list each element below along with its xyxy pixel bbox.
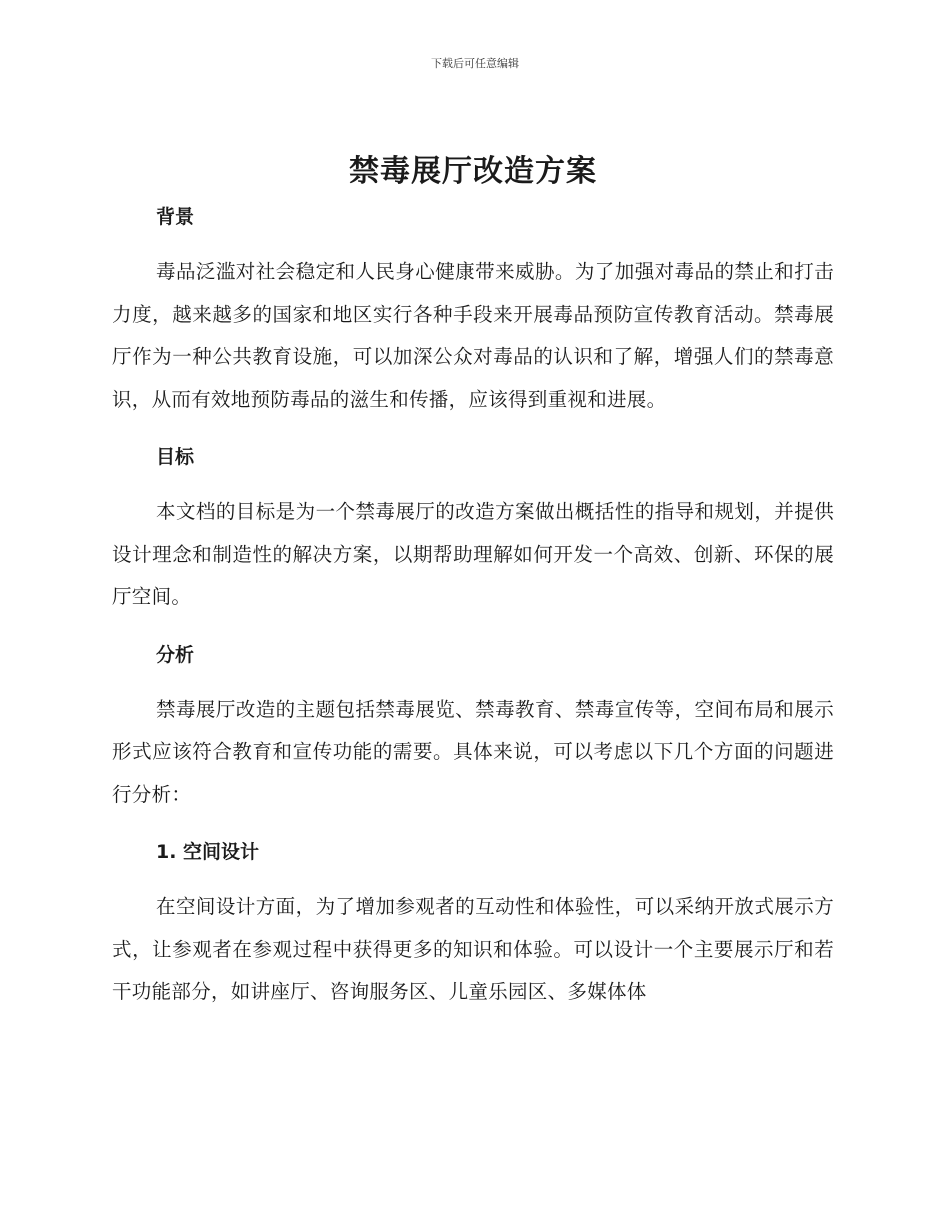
section-paragraph: 本文档的目标是为一个禁毒展厅的改造方案做出概括性的指导和规划，并提供设计理念和制造性的解决方案，以期帮助理解如何开发一个高效、创新、环保的展厅空间。 xyxy=(112,500,834,608)
document-body xyxy=(112,150,834,1014)
section-goal xyxy=(112,444,834,619)
header-note: 下载后可任意编辑 xyxy=(431,57,519,70)
document-title: 禁毒展厅改造方案 xyxy=(349,154,597,189)
section-heading: 背景 xyxy=(156,206,195,228)
section-space-design xyxy=(112,839,834,1014)
section-paragraph: 毒品泛滥对社会稳定和人民身心健康带来威胁。为了加强对毒品的禁止和打击力度，越来越多的国家和地区实行各种手段来开展毒品预防宣传教育活动。禁毒展厅作为一种公共教育设施，可以加深公众对毒品的认识和了解，增强人们的禁毒意识，从而有效地预防毒品的滋生和传播，应该得到重视和进展。 xyxy=(112,260,834,411)
section-heading: 目标 xyxy=(156,446,195,468)
section-paragraph: 在空间设计方面，为了增加参观者的互动性和体验性，可以采纳开放式展示方式，让参观者在参观过程中获得更多的知识和体验。可以设计一个主要展示厅和若干功能部分，如讲座厅、咨询服务区、儿童乐园区、多媒体体 xyxy=(112,895,834,1003)
section-heading: 1. 空间设计 xyxy=(156,841,260,863)
section-paragraph: 禁毒展厅改造的主题包括禁毒展览、禁毒教育、禁毒宣传等，空间布局和展示形式应该符合教育和宣传功能的需要。具体来说，可以考虑以下几个方面的问题进行分析： xyxy=(112,697,834,806)
section-background xyxy=(112,204,834,421)
section-analysis xyxy=(112,642,834,817)
section-heading: 分析 xyxy=(156,643,195,666)
